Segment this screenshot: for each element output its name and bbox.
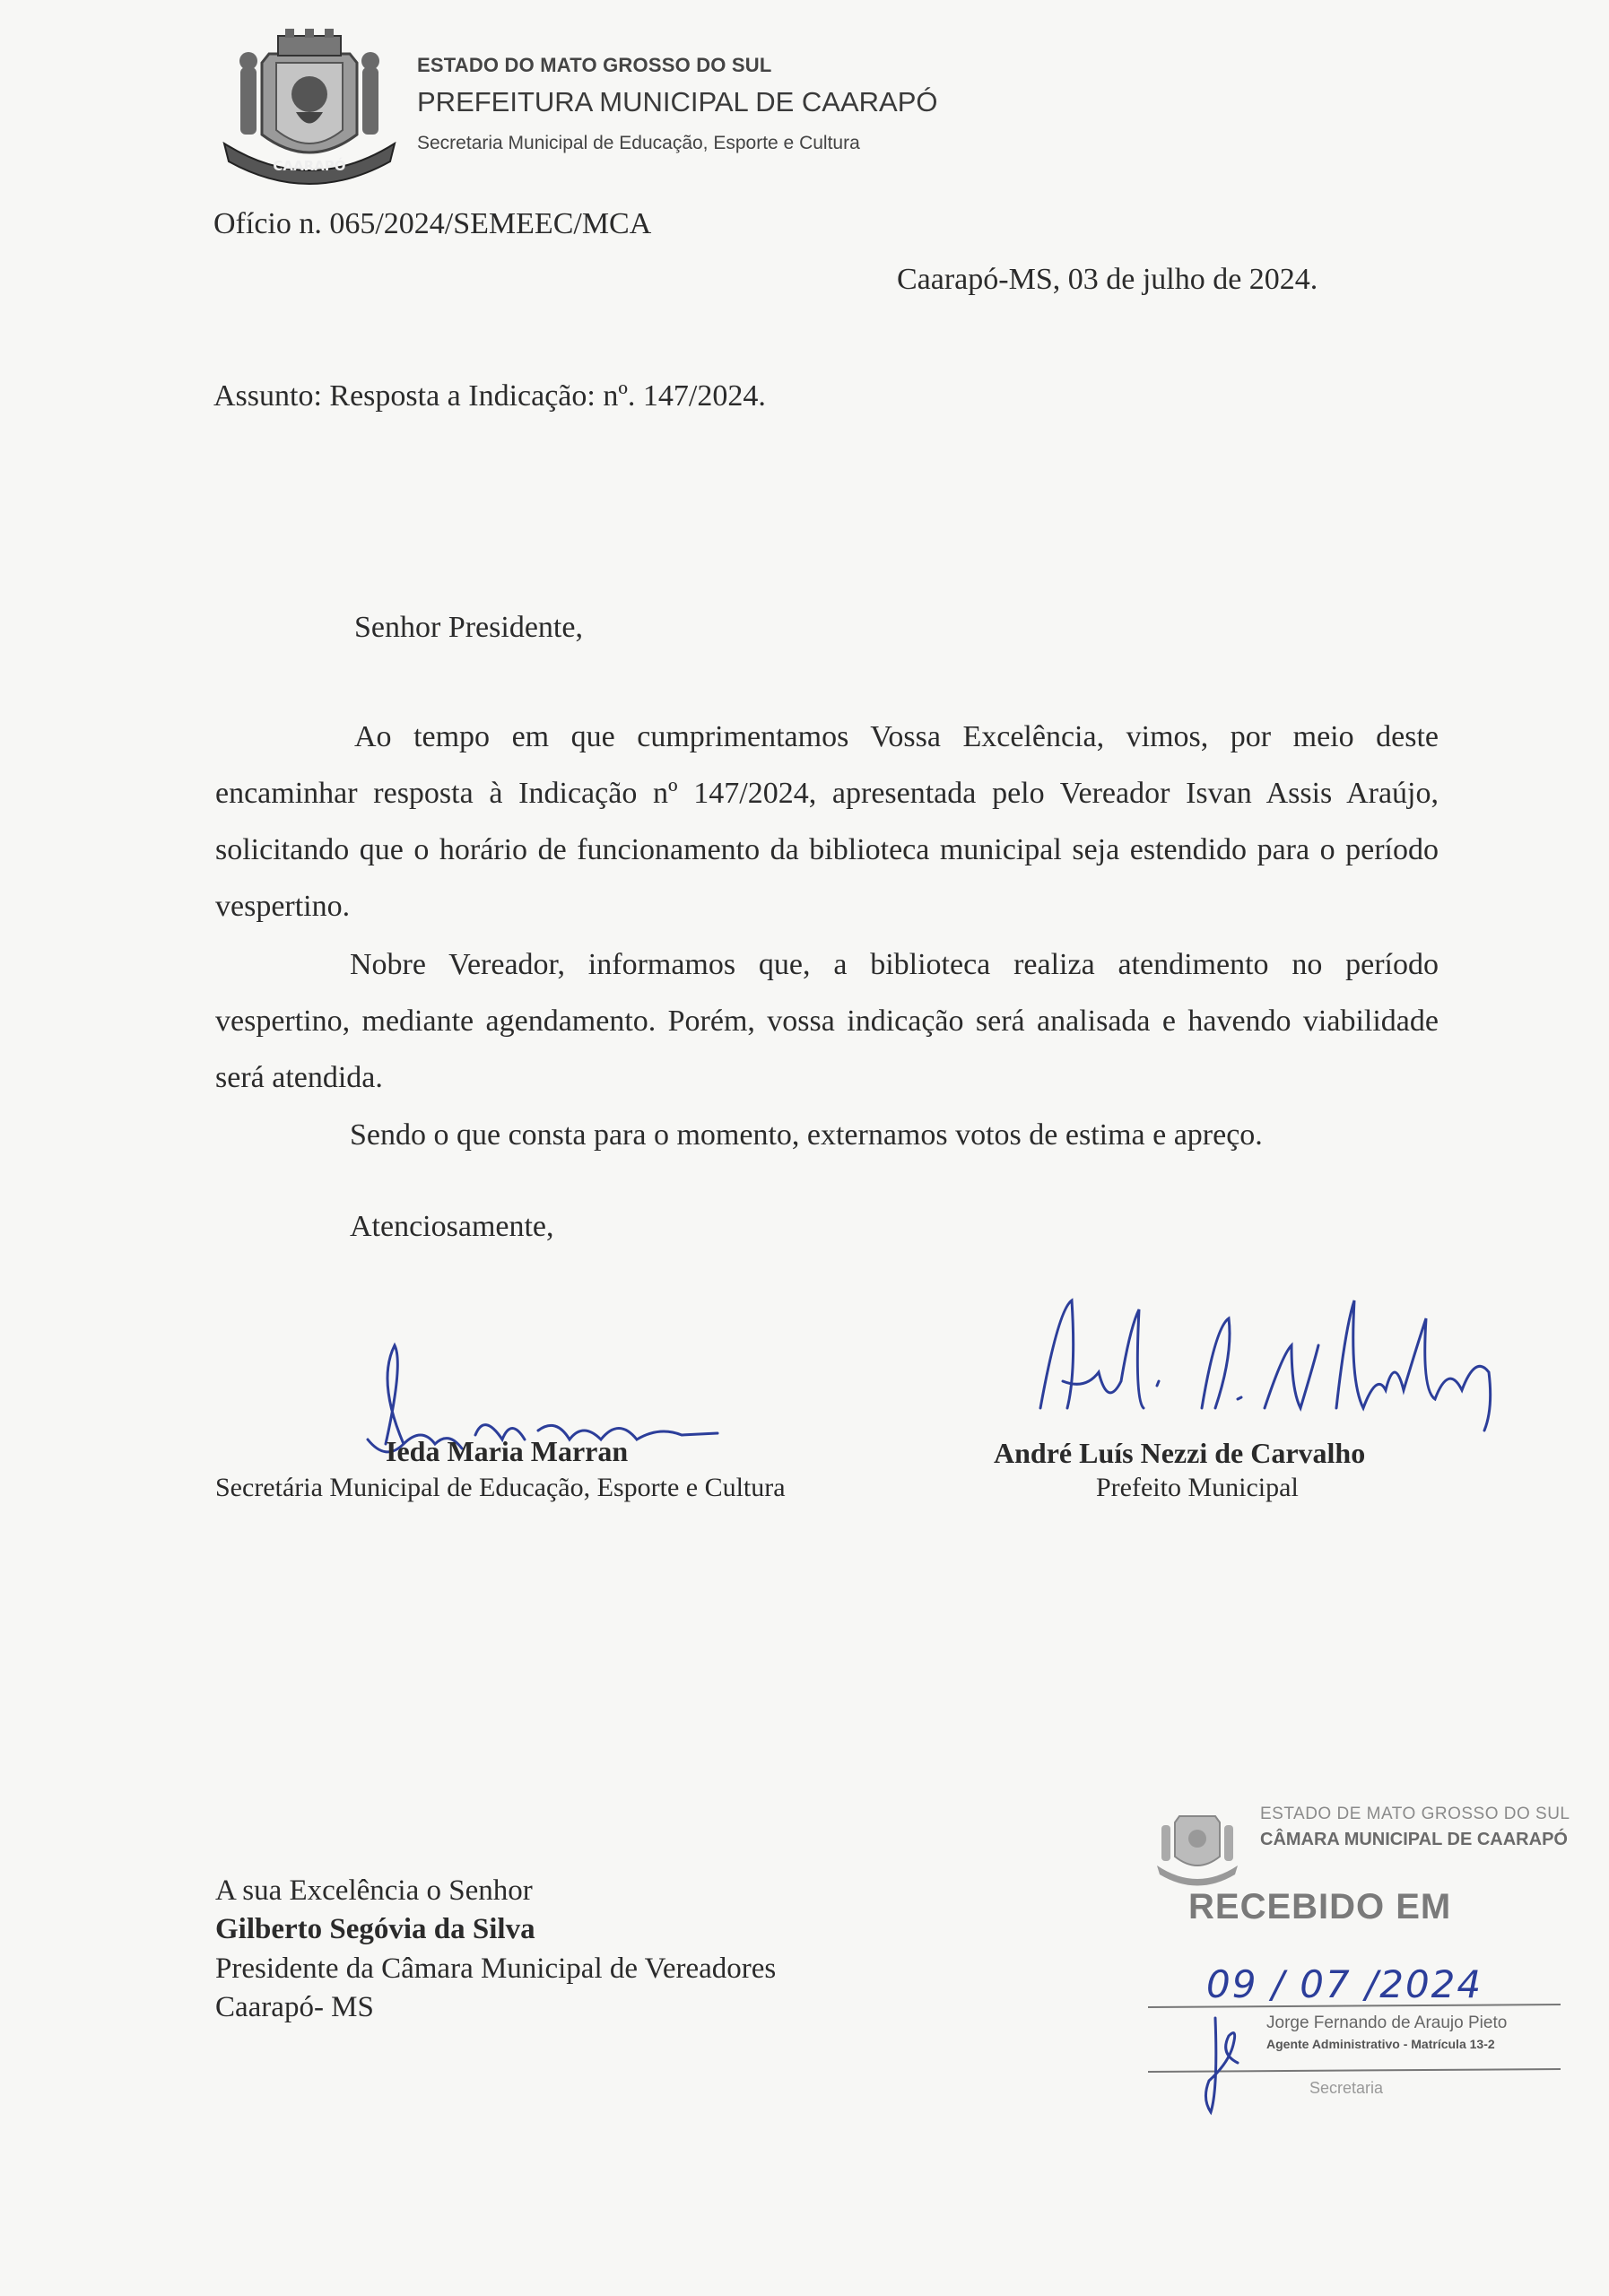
stamp-received-label: RECEBIDO EM: [1188, 1887, 1452, 1926]
closing: Atenciosamente,: [350, 1210, 554, 1243]
body-paragraph-3: Sendo o que consta para o momento, externamos votos de estima e apreço.: [350, 1118, 1263, 1152]
addressee-title: Presidente da Câmara Municipal de Vereadores: [215, 1952, 777, 1985]
stamp-clerk-name: Jorge Fernando de Araujo Pieto: [1266, 2013, 1508, 2032]
stamp-clerk-role: Agente Administrativo - Matrícula 13-2: [1266, 2037, 1495, 2051]
signatory-2-role: Prefeito Municipal: [1096, 1473, 1299, 1502]
stamp-handwritten-date: 09 / 07 /2024: [1206, 1962, 1483, 2006]
addressee-city: Caarapó- MS: [215, 1991, 374, 2023]
stamp-state: ESTADO DE MATO GROSSO DO SUL: [1260, 1805, 1570, 1823]
letterhead-secretariat: Secretaria Municipal de Educação, Esporte e Cultura: [417, 133, 860, 153]
signatory-1-name: Ieda Maria Marran: [386, 1435, 629, 1467]
body-paragraph-1: Ao tempo em que cumprimentamos Vossa Excelência, vimos, por meio deste encaminhar resposta à Indicação nº 147/2024, apresentada pelo Vereador Isvan Assis Araújo, solicitando que o horário de funcionamento da biblioteca municipal seja estendido para o período vespertino.: [215, 720, 1439, 923]
chamber-seal-logo: [1152, 1803, 1242, 1888]
letterhead-prefecture: PREFEITURA MUNICIPAL DE CAARAPÓ: [417, 86, 938, 117]
letterhead-state: ESTADO DO MATO GROSSO DO SUL: [417, 54, 772, 76]
letter-subject: Assunto: Resposta a Indicação: nº. 147/2024.: [213, 379, 766, 413]
addressee-intro: A sua Excelência o Senhor: [215, 1874, 533, 1907]
letter-date: Caarapó-MS, 03 de julho de 2024.: [897, 263, 1318, 296]
svg-text:CAARAPÓ: CAARAPÓ: [273, 158, 346, 174]
body-paragraph-2: Nobre Vereador, informamos que, a biblioteca realiza atendimento no período vespertino, mediante agendamento. Porém, vossa indicação será analisada e havendo viabilidade será atendida.: [215, 948, 1439, 1094]
municipal-seal-logo: [215, 27, 404, 188]
stamp-chamber: CÂMARA MUNICIPAL DE CAARAPÓ: [1260, 1830, 1568, 1849]
signatory-2-name: André Luís Nezzi de Carvalho: [994, 1437, 1366, 1469]
signatory-1-role: Secretária Municipal de Educação, Esporte e Cultura: [215, 1473, 786, 1502]
addressee-name: Gilberto Segóvia da Silva: [215, 1913, 535, 1945]
salutation: Senhor Presidente,: [354, 611, 583, 644]
oficio-number: Ofício n. 065/2024/SEMEEC/MCA: [213, 207, 652, 240]
stamp-department: Secretaria: [1309, 2079, 1384, 2097]
